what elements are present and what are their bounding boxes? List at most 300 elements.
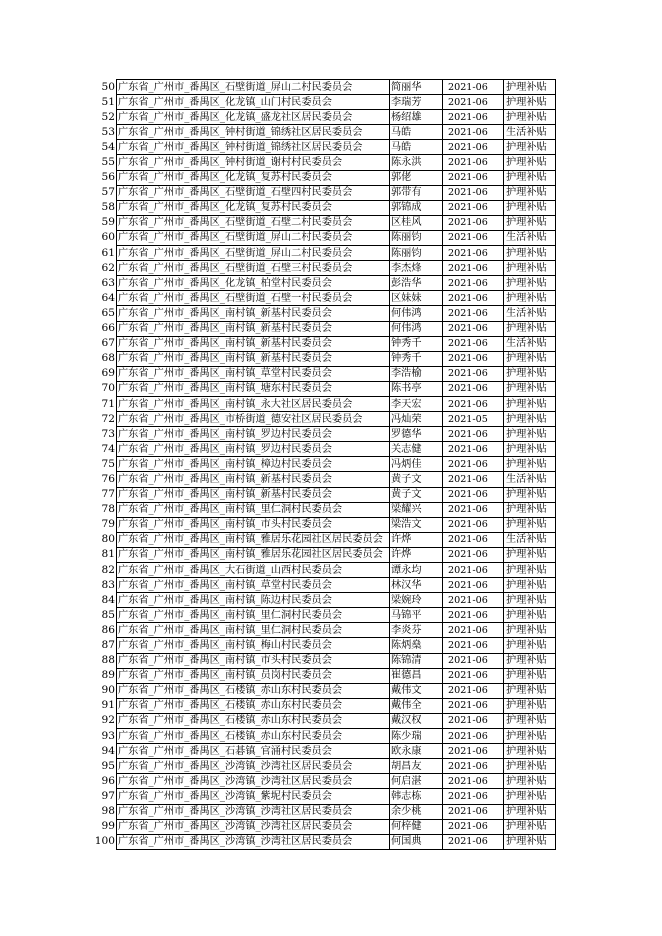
recipient-name-cell: 林汉华 — [390, 578, 443, 593]
subsidy-type-cell: 护理补贴 — [504, 789, 556, 804]
row-number: 67 — [101, 337, 115, 350]
month-cell: 2021-06 — [443, 698, 504, 713]
row-number: 73 — [101, 427, 115, 440]
row-number: 66 — [101, 322, 115, 335]
address-cell: 广东省_广州市_番禺区_南村镇_新基村民委员会 — [117, 487, 390, 502]
address-cell: 广东省_广州市_番禺区_沙湾镇_沙湾社区居民委员会 — [117, 804, 390, 819]
row-number: 80 — [101, 533, 115, 546]
month-cell: 2021-06 — [443, 638, 504, 653]
subsidy-type-cell: 护理补贴 — [504, 427, 556, 442]
subsidy-type-cell: 护理补贴 — [504, 774, 556, 789]
recipient-name-cell: 马皓 — [390, 125, 443, 140]
month-cell: 2021-06 — [443, 80, 504, 95]
subsidy-type-cell: 生活补贴 — [504, 336, 556, 351]
subsidy-type-cell: 护理补贴 — [504, 215, 556, 230]
month-cell: 2021-06 — [443, 200, 504, 215]
subsidy-type-cell: 护理补贴 — [504, 396, 556, 411]
address-cell: 广东省_广州市_番禺区_石楼镇_赤山东村民委员会 — [117, 729, 390, 744]
recipient-name-cell: 简丽华 — [390, 80, 443, 95]
row-number: 94 — [101, 744, 115, 757]
address-cell: 广东省_广州市_番禺区_石壁街道_屏山二村民委员会 — [117, 80, 390, 95]
table-row — [90, 366, 556, 381]
table-row — [90, 578, 556, 593]
table-row — [90, 532, 556, 547]
subsidy-type-cell: 护理补贴 — [504, 80, 556, 95]
row-number: 68 — [101, 352, 115, 365]
table-row — [90, 487, 556, 502]
month-cell: 2021-06 — [443, 442, 504, 457]
month-cell: 2021-06 — [443, 125, 504, 140]
recipient-name-cell: 戴伟文 — [390, 683, 443, 698]
recipient-name-cell: 何启湛 — [390, 774, 443, 789]
table-row — [90, 729, 556, 744]
month-cell: 2021-06 — [443, 140, 504, 155]
subsidy-type-cell: 生活补贴 — [504, 472, 556, 487]
address-cell: 广东省_广州市_番禺区_南村镇_市头村民委员会 — [117, 517, 390, 532]
recipient-name-cell: 黄子文 — [390, 472, 443, 487]
address-cell: 广东省_广州市_番禺区_南村镇_雅居乐花园社区居民委员会 — [117, 532, 390, 547]
recipient-name-cell: 冯炳佳 — [390, 457, 443, 472]
recipient-name-cell: 陈少瑞 — [390, 729, 443, 744]
month-cell: 2021-06 — [443, 593, 504, 608]
row-number: 51 — [101, 95, 115, 108]
recipient-name-cell: 何伟鸿 — [390, 321, 443, 336]
table-row — [90, 261, 556, 276]
row-number: 69 — [101, 367, 115, 380]
subsidy-type-cell: 护理补贴 — [504, 95, 556, 110]
table-row — [90, 80, 556, 95]
address-cell: 广东省_广州市_番禺区_南村镇_市头村民委员会 — [117, 653, 390, 668]
month-cell: 2021-06 — [443, 804, 504, 819]
table-row — [90, 170, 556, 185]
table-row — [90, 819, 556, 834]
row-number: 77 — [101, 488, 115, 501]
row-number: 82 — [101, 563, 115, 576]
row-number: 98 — [101, 805, 115, 818]
address-cell: 广东省_广州市_番禺区_沙湾镇_沙湾社区居民委员会 — [117, 819, 390, 834]
address-cell: 广东省_广州市_番禺区_南村镇_罗边村民委员会 — [117, 442, 390, 457]
address-cell: 广东省_广州市_番禺区_沙湾镇_沙湾社区居民委员会 — [117, 774, 390, 789]
subsidy-type-cell: 护理补贴 — [504, 623, 556, 638]
address-cell: 广东省_广州市_番禺区_南村镇_雅居乐花园社区居民委员会 — [117, 547, 390, 562]
table-row — [90, 336, 556, 351]
address-cell: 广东省_广州市_番禺区_市桥街道_德安社区居民委员会 — [117, 412, 390, 427]
subsidy-type-cell: 护理补贴 — [504, 110, 556, 125]
row-number: 60 — [101, 231, 115, 244]
row-number: 70 — [101, 382, 115, 395]
table-row — [90, 759, 556, 774]
recipient-name-cell: 何国典 — [390, 834, 443, 849]
row-number: 71 — [101, 397, 115, 410]
row-number: 52 — [101, 110, 115, 123]
subsidy-type-cell: 护理补贴 — [504, 261, 556, 276]
table-row — [90, 306, 556, 321]
month-cell: 2021-06 — [443, 246, 504, 261]
row-number: 57 — [101, 186, 115, 199]
recipient-name-cell: 戴汉权 — [390, 713, 443, 728]
subsidy-type-cell: 护理补贴 — [504, 804, 556, 819]
row-number: 89 — [101, 669, 115, 682]
recipient-name-cell: 郭带有 — [390, 185, 443, 200]
subsidy-type-cell: 护理补贴 — [504, 321, 556, 336]
month-cell: 2021-06 — [443, 563, 504, 578]
recipient-name-cell: 罗德华 — [390, 427, 443, 442]
table-row — [90, 668, 556, 683]
table-row — [90, 713, 556, 728]
row-number: 74 — [101, 442, 115, 455]
month-cell: 2021-06 — [443, 457, 504, 472]
month-cell: 2021-06 — [443, 276, 504, 291]
row-number: 93 — [101, 729, 115, 742]
address-cell: 广东省_广州市_番禺区_南村镇_梅山村民委员会 — [117, 638, 390, 653]
table-row — [90, 804, 556, 819]
address-cell: 广东省_广州市_番禺区_石壁街道_屏山二村民委员会 — [117, 246, 390, 261]
address-cell: 广东省_广州市_番禺区_钟村街道_锦绣社区居民委员会 — [117, 125, 390, 140]
address-cell: 广东省_广州市_番禺区_钟村街道_谢村村民委员会 — [117, 155, 390, 170]
address-cell: 广东省_广州市_番禺区_石楼镇_赤山东村民委员会 — [117, 683, 390, 698]
recipient-name-cell: 郭锦成 — [390, 200, 443, 215]
table-row — [90, 517, 556, 532]
month-cell: 2021-06 — [443, 261, 504, 276]
address-cell: 广东省_广州市_番禺区_石壁街道_屏山二村民委员会 — [117, 230, 390, 245]
row-number: 84 — [101, 593, 115, 606]
address-cell: 广东省_广州市_番禺区_南村镇_里仁洞村民委员会 — [117, 502, 390, 517]
subsidy-type-cell: 护理补贴 — [504, 487, 556, 502]
subsidy-type-cell: 生活补贴 — [504, 306, 556, 321]
address-cell: 广东省_广州市_番禺区_南村镇_里仁洞村民委员会 — [117, 623, 390, 638]
subsidy-type-cell: 护理补贴 — [504, 351, 556, 366]
table-row — [90, 155, 556, 170]
row-number: 79 — [101, 518, 115, 531]
address-cell: 广东省_广州市_番禺区_化龙镇_复苏村民委员会 — [117, 170, 390, 185]
recipient-name-cell: 谭永均 — [390, 563, 443, 578]
table-row — [90, 744, 556, 759]
subsidy-type-cell: 护理补贴 — [504, 442, 556, 457]
row-number: 96 — [101, 774, 115, 787]
recipient-name-cell: 李天宏 — [390, 396, 443, 411]
table-row — [90, 502, 556, 517]
row-number: 81 — [101, 548, 115, 561]
recipient-name-cell: 胡昌友 — [390, 759, 443, 774]
address-cell: 广东省_广州市_番禺区_沙湾镇_沙湾社区居民委员会 — [117, 834, 390, 849]
subsidy-type-cell: 护理补贴 — [504, 759, 556, 774]
table-row — [90, 276, 556, 291]
month-cell: 2021-06 — [443, 291, 504, 306]
address-cell: 广东省_广州市_番禺区_石壁街道_石壁一村民委员会 — [117, 291, 390, 306]
subsidy-type-cell: 护理补贴 — [504, 713, 556, 728]
table-row — [90, 110, 556, 125]
subsidy-type-cell: 生活补贴 — [504, 230, 556, 245]
row-number: 99 — [101, 820, 115, 833]
month-cell: 2021-06 — [443, 306, 504, 321]
address-cell: 广东省_广州市_番禺区_化龙镇_盛龙社区居民委员会 — [117, 110, 390, 125]
recipient-name-cell: 梁耀兴 — [390, 502, 443, 517]
table-row — [90, 638, 556, 653]
recipient-name-cell: 李瑞芳 — [390, 95, 443, 110]
subsidy-type-cell: 护理补贴 — [504, 683, 556, 698]
month-cell: 2021-06 — [443, 427, 504, 442]
month-cell: 2021-06 — [443, 578, 504, 593]
address-cell: 广东省_广州市_番禺区_沙湾镇_沙湾社区居民委员会 — [117, 759, 390, 774]
subsidy-type-cell: 护理补贴 — [504, 547, 556, 562]
month-cell: 2021-06 — [443, 819, 504, 834]
subsidy-type-cell: 护理补贴 — [504, 729, 556, 744]
subsidy-type-cell: 护理补贴 — [504, 291, 556, 306]
table-row — [90, 215, 556, 230]
row-number: 88 — [101, 654, 115, 667]
month-cell: 2021-06 — [443, 532, 504, 547]
table-row — [90, 608, 556, 623]
row-number: 76 — [101, 472, 115, 485]
table-row — [90, 442, 556, 457]
subsidy-type-cell: 护理补贴 — [504, 276, 556, 291]
row-number: 63 — [101, 276, 115, 289]
month-cell: 2021-06 — [443, 668, 504, 683]
subsidy-type-cell: 护理补贴 — [504, 381, 556, 396]
table-row — [90, 321, 556, 336]
table-row — [90, 351, 556, 366]
address-cell: 广东省_广州市_番禺区_南村镇_新基村民委员会 — [117, 472, 390, 487]
recipient-name-cell: 马锦平 — [390, 608, 443, 623]
table-row — [90, 427, 556, 442]
month-cell: 2021-06 — [443, 487, 504, 502]
recipient-name-cell: 崔德昌 — [390, 668, 443, 683]
recipient-name-cell: 余少桃 — [390, 804, 443, 819]
month-cell: 2021-06 — [443, 744, 504, 759]
row-number: 85 — [101, 608, 115, 621]
recipient-name-cell: 马皓 — [390, 140, 443, 155]
address-cell: 广东省_广州市_番禺区_钟村街道_锦绣社区居民委员会 — [117, 140, 390, 155]
subsidy-type-cell: 护理补贴 — [504, 653, 556, 668]
table-row — [90, 412, 556, 427]
table-row — [90, 698, 556, 713]
subsidy-type-cell: 护理补贴 — [504, 668, 556, 683]
recipient-name-cell: 何伟鸿 — [390, 306, 443, 321]
address-cell: 广东省_广州市_番禺区_石壁街道_石壁二村民委员会 — [117, 215, 390, 230]
row-number: 83 — [101, 578, 115, 591]
row-number: 53 — [101, 125, 115, 138]
month-cell: 2021-06 — [443, 623, 504, 638]
month-cell: 2021-06 — [443, 653, 504, 668]
address-cell: 广东省_广州市_番禺区_南村镇_永大社区居民委员会 — [117, 396, 390, 411]
table-row — [90, 125, 556, 140]
address-cell: 广东省_广州市_番禺区_南村镇_里仁洞村民委员会 — [117, 608, 390, 623]
recipient-name-cell: 欧永康 — [390, 744, 443, 759]
table-row — [90, 246, 556, 261]
address-cell: 广东省_广州市_番禺区_化龙镇_柏堂村民委员会 — [117, 276, 390, 291]
subsidy-type-cell: 护理补贴 — [504, 744, 556, 759]
month-cell: 2021-06 — [443, 230, 504, 245]
recipient-name-cell: 许烨 — [390, 547, 443, 562]
address-cell: 广东省_广州市_番禺区_南村镇_塘东村民委员会 — [117, 381, 390, 396]
recipient-name-cell: 区桂风 — [390, 215, 443, 230]
subsidy-type-cell: 护理补贴 — [504, 517, 556, 532]
subsidy-type-cell: 护理补贴 — [504, 593, 556, 608]
month-cell: 2021-06 — [443, 729, 504, 744]
row-number: 50 — [101, 80, 115, 93]
recipient-name-cell: 李炎芬 — [390, 623, 443, 638]
recipient-name-cell: 陈炳燊 — [390, 638, 443, 653]
subsidy-type-cell: 护理补贴 — [504, 185, 556, 200]
address-cell: 广东省_广州市_番禺区_石壁街道_石壁四村民委员会 — [117, 185, 390, 200]
address-cell: 广东省_广州市_番禺区_大石街道_山西村民委员会 — [117, 563, 390, 578]
subsidy-type-cell: 护理补贴 — [504, 412, 556, 427]
recipient-name-cell: 郭佬 — [390, 170, 443, 185]
table-row — [90, 396, 556, 411]
address-cell: 广东省_广州市_番禺区_南村镇_陈边村民委员会 — [117, 593, 390, 608]
month-cell: 2021-06 — [443, 95, 504, 110]
month-cell: 2021-06 — [443, 502, 504, 517]
address-cell: 广东省_广州市_番禺区_南村镇_罗边村民委员会 — [117, 427, 390, 442]
month-cell: 2021-06 — [443, 110, 504, 125]
recipient-name-cell: 陈永洪 — [390, 155, 443, 170]
subsidy-type-cell: 护理补贴 — [504, 170, 556, 185]
row-number: 59 — [101, 216, 115, 229]
row-number: 86 — [101, 623, 115, 636]
subsidy-type-cell: 生活补贴 — [504, 532, 556, 547]
row-number: 72 — [101, 412, 115, 425]
month-cell: 2021-06 — [443, 547, 504, 562]
table-row — [90, 683, 556, 698]
recipient-name-cell: 戴伟全 — [390, 698, 443, 713]
subsidy-type-cell: 护理补贴 — [504, 200, 556, 215]
row-number: 95 — [101, 759, 115, 772]
subsidy-type-cell: 护理补贴 — [504, 608, 556, 623]
subsidy-type-cell: 护理补贴 — [504, 563, 556, 578]
table-row — [90, 623, 556, 638]
subsidy-type-cell: 护理补贴 — [504, 366, 556, 381]
address-cell: 广东省_广州市_番禺区_南村镇_新基村民委员会 — [117, 306, 390, 321]
address-cell: 广东省_广州市_番禺区_化龙镇_复苏村民委员会 — [117, 200, 390, 215]
month-cell: 2021-06 — [443, 170, 504, 185]
table-row — [90, 381, 556, 396]
recipient-name-cell: 何梓健 — [390, 819, 443, 834]
subsidy-type-cell: 护理补贴 — [504, 819, 556, 834]
recipient-name-cell: 关志健 — [390, 442, 443, 457]
subsidy-type-cell: 护理补贴 — [504, 698, 556, 713]
recipient-name-cell: 陈丽钧 — [390, 246, 443, 261]
recipient-name-cell: 冯灿荣 — [390, 412, 443, 427]
row-number: 75 — [101, 457, 115, 470]
row-number: 55 — [101, 156, 115, 169]
month-cell: 2021-06 — [443, 321, 504, 336]
month-cell: 2021-06 — [443, 713, 504, 728]
subsidy-type-cell: 护理补贴 — [504, 155, 556, 170]
recipient-name-cell: 梁婉玲 — [390, 593, 443, 608]
recipient-name-cell: 许烨 — [390, 532, 443, 547]
month-cell: 2021-06 — [443, 215, 504, 230]
table-row — [90, 457, 556, 472]
row-number: 97 — [101, 789, 115, 802]
table-row — [90, 140, 556, 155]
address-cell: 广东省_广州市_番禺区_南村镇_新基村民委员会 — [117, 351, 390, 366]
month-cell: 2021-06 — [443, 608, 504, 623]
address-cell: 广东省_广州市_番禺区_南村镇_草堂村民委员会 — [117, 366, 390, 381]
subsidy-type-cell: 护理补贴 — [504, 638, 556, 653]
subsidy-type-cell: 护理补贴 — [504, 246, 556, 261]
recipient-name-cell: 陈丽钧 — [390, 230, 443, 245]
recipient-name-cell: 杨绍雄 — [390, 110, 443, 125]
subsidy-type-cell: 护理补贴 — [504, 834, 556, 849]
address-cell: 广东省_广州市_番禺区_南村镇_新基村民委员会 — [117, 336, 390, 351]
row-number: 62 — [101, 261, 115, 274]
table-row — [90, 547, 556, 562]
table-row — [90, 185, 556, 200]
address-cell: 广东省_广州市_番禺区_化龙镇_山门村民委员会 — [117, 95, 390, 110]
table-row — [90, 593, 556, 608]
month-cell: 2021-06 — [443, 366, 504, 381]
recipient-name-cell: 韩志栋 — [390, 789, 443, 804]
table-row — [90, 472, 556, 487]
table-row — [90, 789, 556, 804]
subsidy-type-cell: 护理补贴 — [504, 140, 556, 155]
address-cell: 广东省_广州市_番禺区_南村镇_草堂村民委员会 — [117, 578, 390, 593]
recipient-name-cell: 李杰烽 — [390, 261, 443, 276]
recipient-name-cell: 彭浩华 — [390, 276, 443, 291]
table-row — [90, 563, 556, 578]
month-cell: 2021-06 — [443, 834, 504, 849]
recipient-name-cell: 区妹妹 — [390, 291, 443, 306]
row-number: 87 — [101, 639, 115, 652]
recipient-name-cell: 李浩榆 — [390, 366, 443, 381]
table-row — [90, 774, 556, 789]
month-cell: 2021-06 — [443, 472, 504, 487]
recipient-name-cell: 钟秀千 — [390, 351, 443, 366]
month-cell: 2021-06 — [443, 185, 504, 200]
subsidy-type-cell: 生活补贴 — [504, 125, 556, 140]
month-cell: 2021-06 — [443, 683, 504, 698]
row-number: 78 — [101, 503, 115, 516]
subsidy-table — [90, 79, 556, 850]
subsidy-type-cell: 护理补贴 — [504, 578, 556, 593]
table-row — [90, 95, 556, 110]
recipient-name-cell: 陈锦清 — [390, 653, 443, 668]
row-number: 90 — [101, 684, 115, 697]
row-number: 100 — [94, 835, 115, 848]
month-cell: 2021-05 — [443, 412, 504, 427]
address-cell: 广东省_广州市_番禺区_沙湾镇_紫坭村民委员会 — [117, 789, 390, 804]
row-number: 61 — [101, 246, 115, 259]
month-cell: 2021-06 — [443, 351, 504, 366]
table-row — [90, 200, 556, 215]
row-number: 91 — [101, 699, 115, 712]
row-number: 92 — [101, 714, 115, 727]
address-cell: 广东省_广州市_番禺区_石碁镇_官涌村民委员会 — [117, 744, 390, 759]
address-cell: 广东省_广州市_番禺区_南村镇_樟边村民委员会 — [117, 457, 390, 472]
row-number: 64 — [101, 291, 115, 304]
recipient-name-cell: 黄子文 — [390, 487, 443, 502]
recipient-name-cell: 陈书亭 — [390, 381, 443, 396]
month-cell: 2021-06 — [443, 759, 504, 774]
month-cell: 2021-06 — [443, 517, 504, 532]
table-row — [90, 834, 556, 849]
subsidy-table-body — [90, 80, 556, 850]
recipient-name-cell: 梁浩文 — [390, 517, 443, 532]
recipient-name-cell: 钟秀千 — [390, 336, 443, 351]
row-number: 56 — [101, 171, 115, 184]
month-cell: 2021-06 — [443, 774, 504, 789]
address-cell: 广东省_广州市_番禺区_石壁街道_石壁三村民委员会 — [117, 261, 390, 276]
address-cell: 广东省_广州市_番禺区_石楼镇_赤山东村民委员会 — [117, 713, 390, 728]
table-row — [90, 230, 556, 245]
month-cell: 2021-06 — [443, 789, 504, 804]
subsidy-type-cell: 护理补贴 — [504, 502, 556, 517]
month-cell: 2021-06 — [443, 396, 504, 411]
subsidy-type-cell: 护理补贴 — [504, 457, 556, 472]
row-number: 54 — [101, 140, 115, 153]
table-row — [90, 291, 556, 306]
row-number: 58 — [101, 201, 115, 214]
